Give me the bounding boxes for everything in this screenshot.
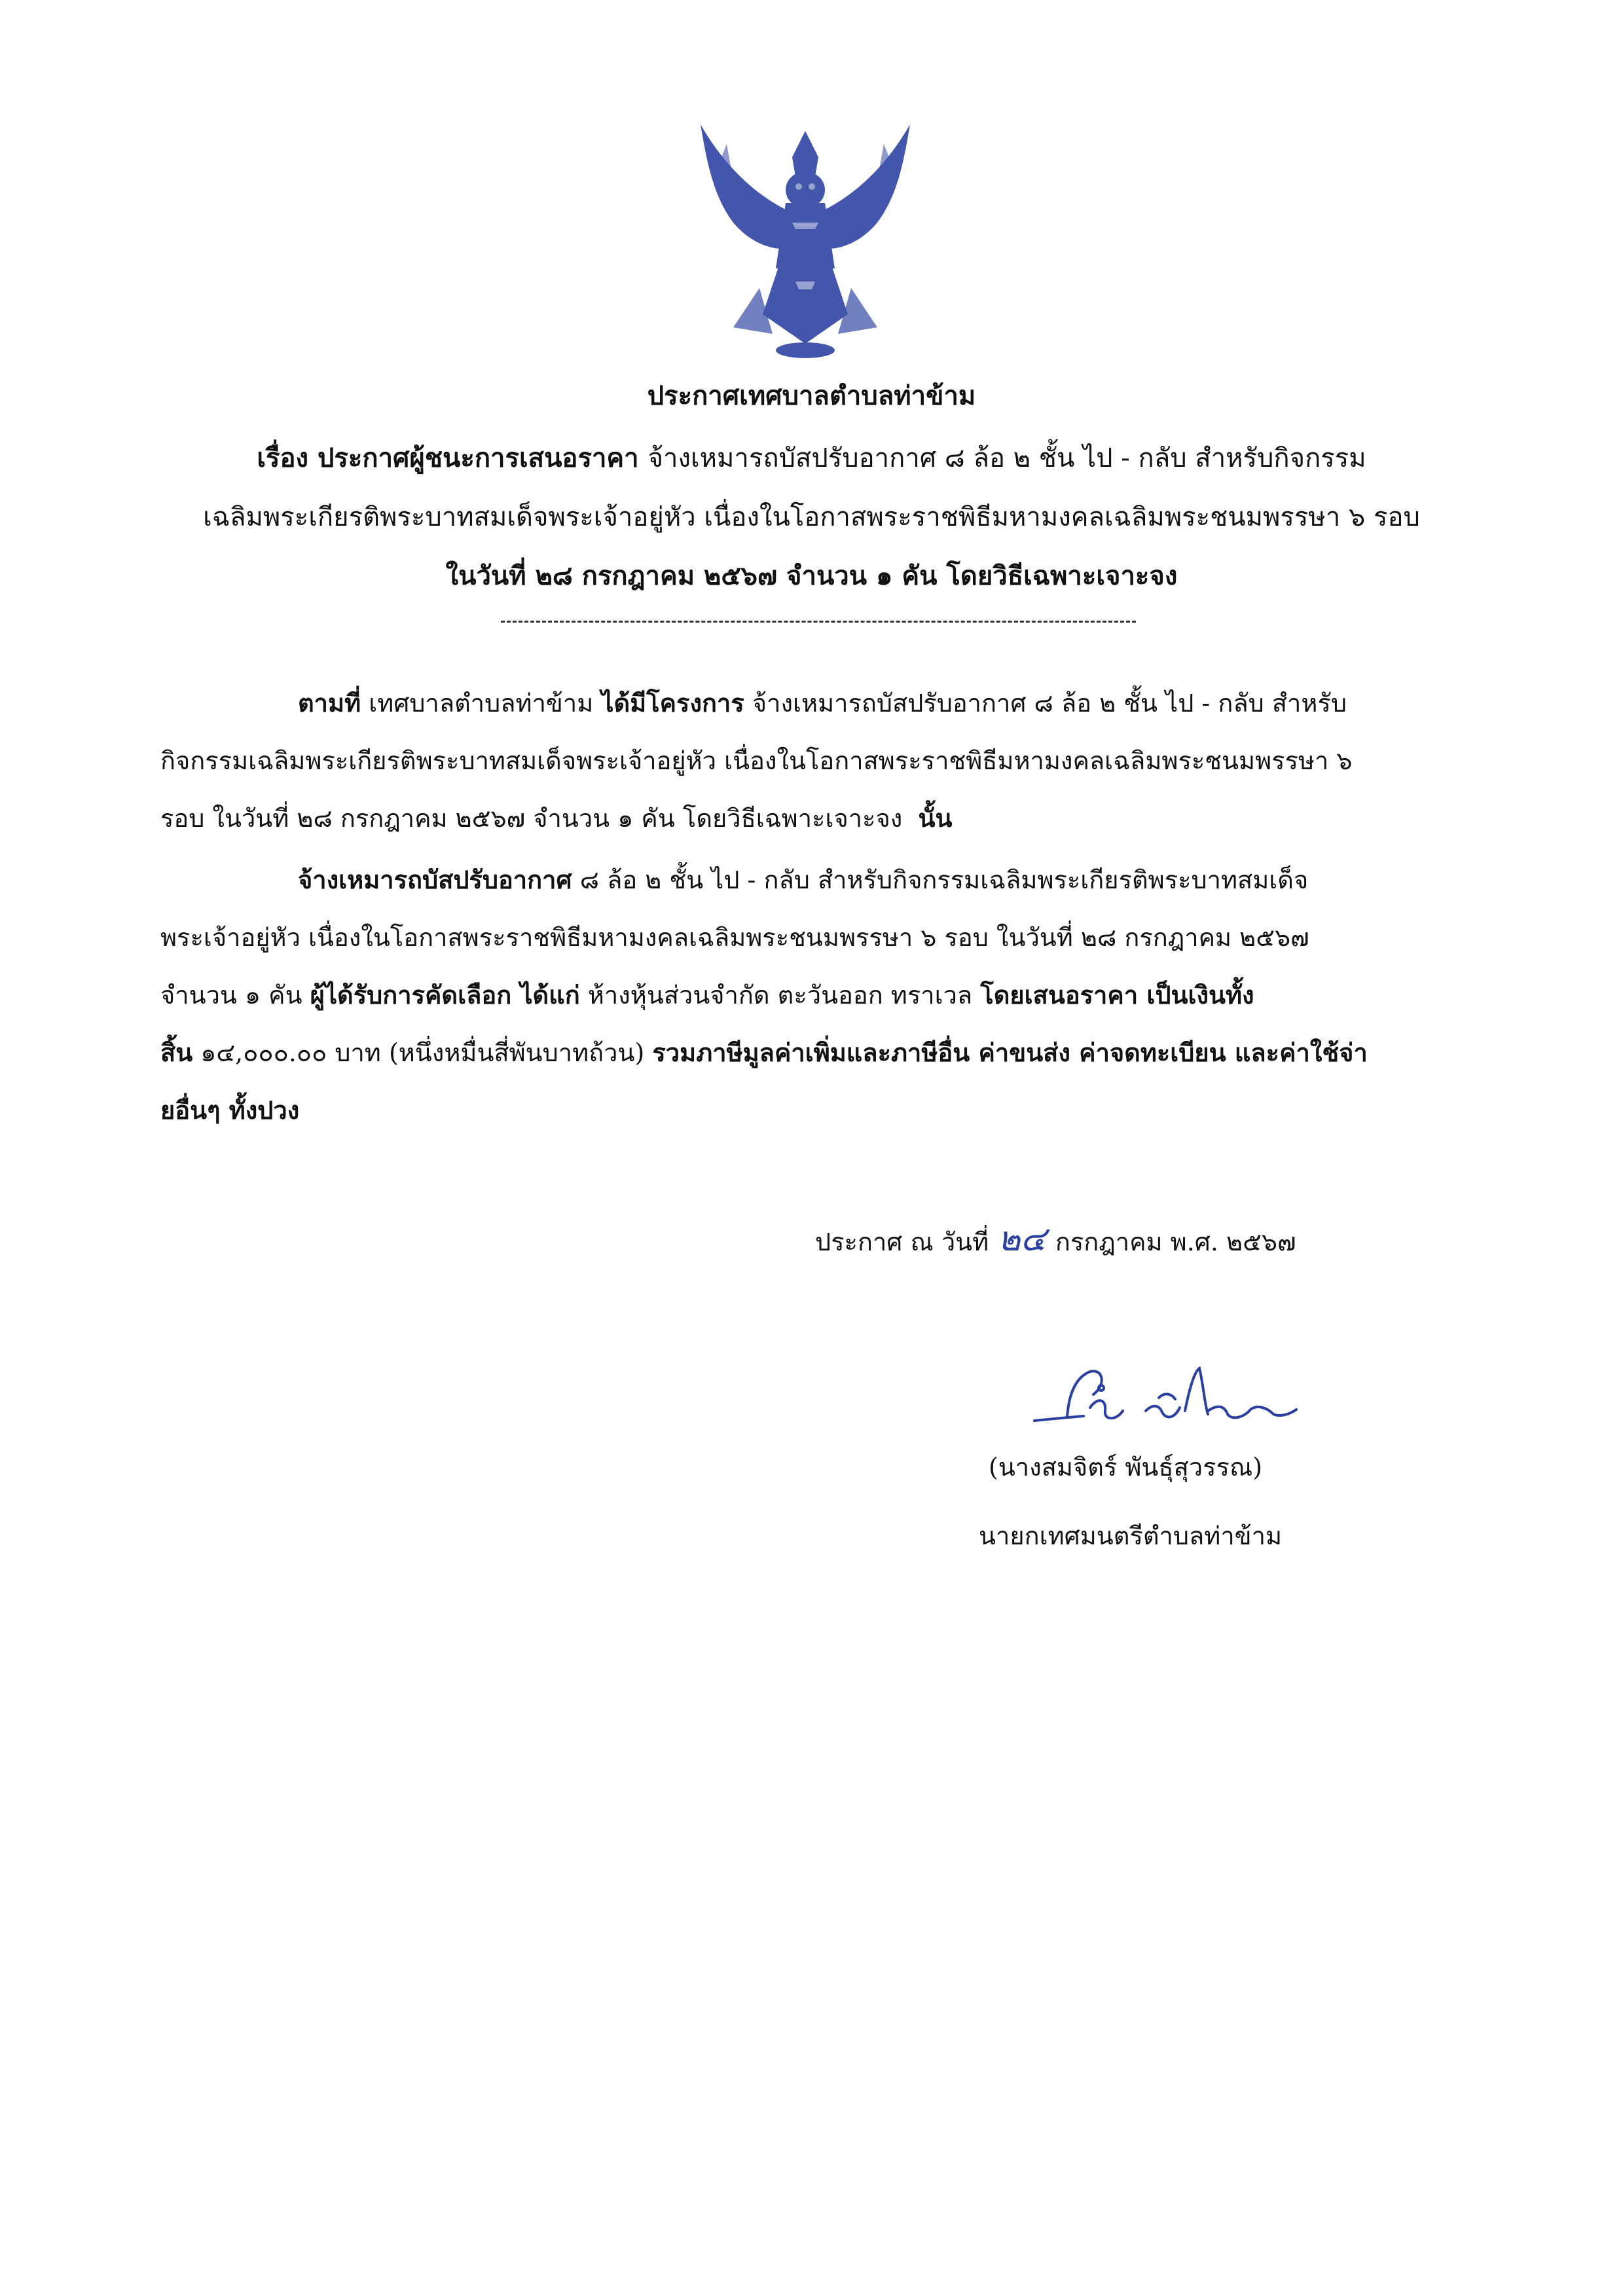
paragraph-2: [160, 851, 1476, 1139]
paragraph-2-line-2: พระเจ้าอยู่หัว เนื่องในโอกาสพระราชพิธีมหามงคลเฉลิมพระชนมพรรษา ๖ รอบ ในวันที่ ๒๘ กรกฎาคม ๒๕๖๗: [160, 923, 1309, 952]
subject-text-2: เฉลิมพระเกียรติพระบาทสมเด็จพระเจ้าอยู่หัว เนื่องในโอกาสพระราชพิธีมหามงคลเฉลิมพระชนมพรรษา ๖ รอบ: [203, 502, 1420, 532]
date-prefix: ประกาศ ณ วันที่: [815, 1228, 989, 1256]
text: จำนวน ๑ คัน: [160, 981, 302, 1010]
paragraph-1-line-2: กิจกรรมเฉลิมพระเกียรติพระบาทสมเด็จพระเจ้าอยู่หัว เนื่องในโอกาสพระราชพิธีมหามงคลเฉลิมพระชนมพรรษา ๖: [160, 746, 1353, 775]
section-divider: [501, 621, 1136, 623]
subject-line-3: ในวันที่ ๒๘ กรกฎาคม ๒๕๖๗ จำนวน ๑ คัน โดยวิธีเฉพาะเจาะจง: [445, 560, 1178, 591]
text-bold: ผู้ได้รับการคัดเลือก ได้แก่: [310, 980, 580, 1010]
text: ๑๔,๐๐๐.๐๐ บาท (หนึ่งหมื่นสี่พันบาทถ้วน): [200, 1038, 645, 1067]
handwritten-day: ๒๔: [998, 1220, 1046, 1259]
subject-line-1: [0, 439, 1623, 478]
subject-text-1: จ้างเหมารถบัสปรับอากาศ ๘ ล้อ ๒ ชั้น ไป - กลับ สำหรับกิจกรรม: [647, 443, 1366, 473]
text: ๘ ล้อ ๒ ชั้น ไป - กลับ สำหรับกิจกรรมเฉลิมพระเกียรติพระบาทสมเด็จ: [579, 866, 1309, 894]
subject-line-2: [0, 498, 1623, 537]
text: รอบ ในวันที่ ๒๘ กรกฎาคม ๒๕๖๗ จำนวน ๑ คัน โดยวิธีเฉพาะเจาะจง: [160, 804, 903, 833]
subject-label: เรื่อง ประกาศผู้ชนะการเสนอราคา: [257, 443, 639, 473]
text-bold: จ้างเหมารถบัสปรับอากาศ: [298, 865, 572, 894]
text: ห้างหุ้นส่วนจำกัด ตะวันออก ทราเวล: [587, 981, 973, 1010]
text: เทศบาลตำบลท่าข้าม: [369, 689, 594, 718]
paragraph-2-line-4: [160, 1024, 1476, 1082]
text: จ้างเหมารถบัสปรับอากาศ ๘ ล้อ ๒ ชั้น ไป - กลับ สำหรับ: [752, 689, 1347, 718]
signer-name: (นางสมจิตร์ พันธุ์สุวรรณ): [989, 1453, 1263, 1482]
paragraph-2-line-5: ยอื่นๆ ทั้งปวง: [160, 1095, 300, 1125]
text-bold: สิ้น: [160, 1038, 193, 1067]
text-bold: ได้มีโครงการ: [601, 688, 744, 718]
text-bold: ตามที่: [298, 688, 361, 718]
paragraph-2-line-3: [160, 966, 1476, 1024]
signer-title: นายกเทศมนตรีตำบลท่าข้าม: [979, 1522, 1283, 1550]
text-bold: รวมภาษีมูลค่าเพิ่มและภาษีอื่น ค่าขนส่ง ค่าจดทะเบียน และค่าใช้จ่า: [652, 1038, 1368, 1067]
date-suffix: กรกฎาคม พ.ศ. ๒๕๖๗: [1055, 1228, 1296, 1256]
announcement-date: [815, 1211, 1296, 1266]
text-bold: นั้น: [918, 803, 953, 833]
paragraph-2-line-1: [160, 851, 1476, 909]
paragraph-1-line-3: [160, 790, 1476, 847]
signature-icon: [1028, 1358, 1303, 1450]
paragraph-1-line-1: [160, 674, 1476, 732]
text-bold: โดยเสนอราคา เป็นเงินทั้ง: [980, 980, 1254, 1010]
organization-title: ประกาศเทศบาลตำบลท่าข้าม: [647, 380, 976, 411]
paragraph-1: [160, 674, 1476, 847]
garuda-emblem-icon: [687, 118, 923, 360]
